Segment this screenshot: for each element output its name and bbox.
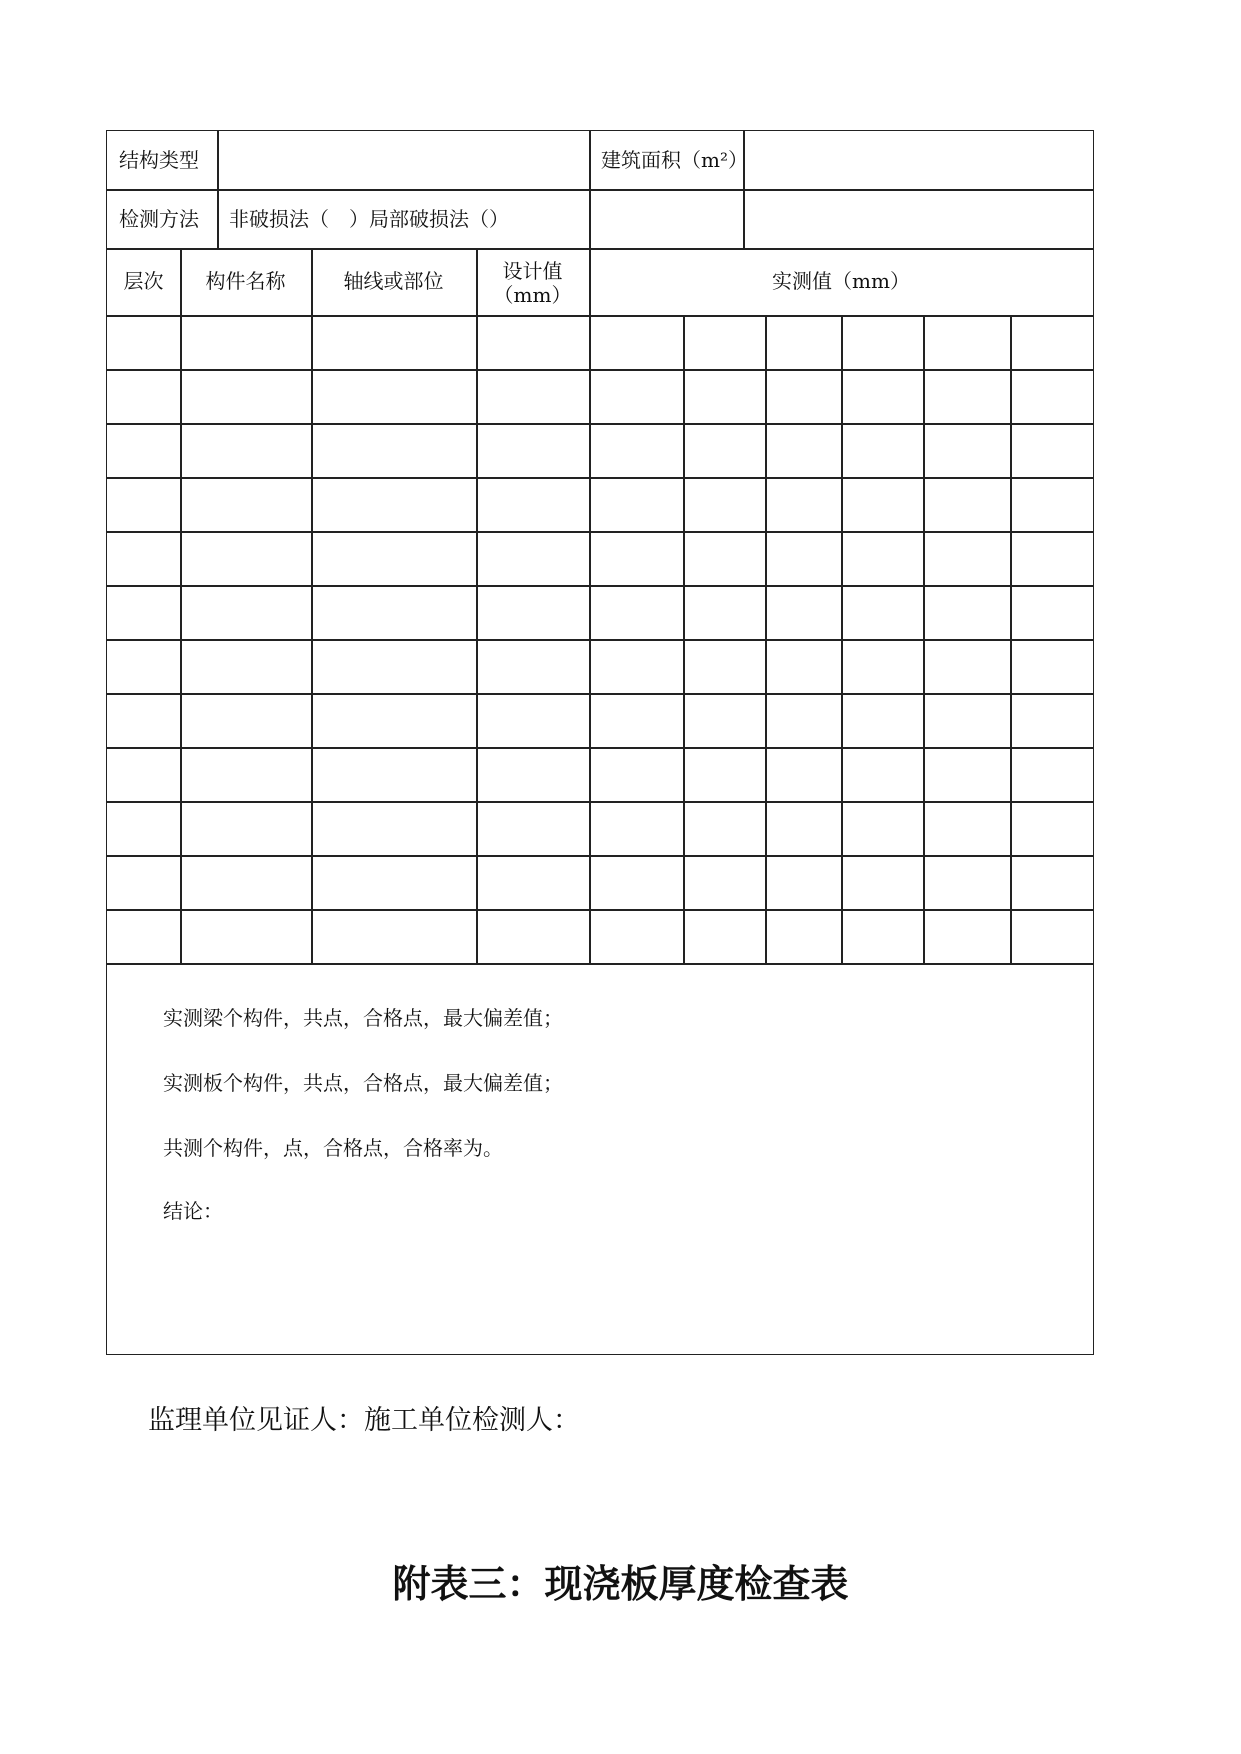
conclusion-label: 结论： (163, 1199, 223, 1223)
column-header-design-value (476, 251, 589, 315)
row-divider (107, 585, 1093, 587)
col-divider (311, 248, 313, 963)
col-divider (841, 315, 843, 963)
summary-total: 共测个构件，点，合格点，合格率为。 (163, 1136, 503, 1160)
row-divider (107, 315, 1093, 317)
col-divider (180, 248, 182, 963)
row-divider (107, 477, 1093, 479)
summary-slabs: 实测板个构件，共点，合格点，最大偏差值； (163, 1071, 563, 1095)
col-divider (589, 131, 591, 248)
building-area-label: 建筑面积（m²） (601, 148, 748, 172)
row-divider (107, 693, 1093, 695)
row-divider (107, 369, 1093, 371)
design-value-label: 设计值 (502, 259, 563, 283)
col-divider (476, 248, 478, 963)
col-divider (1010, 315, 1012, 963)
col-divider (923, 315, 925, 963)
col-divider (683, 315, 685, 963)
row-divider (107, 747, 1093, 749)
structure-type-label: 结构类型 (119, 148, 199, 172)
col-divider (589, 248, 591, 963)
column-header-floor: 层次 (123, 269, 164, 293)
row-divider (107, 639, 1093, 641)
signature-line: 监理单位见证人：施工单位检测人： (148, 1405, 580, 1436)
column-header-axis-location: 轴线或部位 (343, 269, 444, 293)
row-divider (107, 248, 1093, 250)
detection-method-label: 检测方法 (119, 207, 199, 231)
row-divider (107, 909, 1093, 911)
col-divider (765, 315, 767, 963)
detection-method-value: 非破损法（ ）局部破损法（） (229, 207, 509, 231)
inspection-form-table (106, 130, 1094, 1355)
column-header-measured-value: 实测值（mm） (772, 269, 910, 293)
column-header-component-name: 构件名称 (205, 269, 286, 293)
row-divider (107, 189, 1093, 191)
row-divider (107, 855, 1093, 857)
col-divider (217, 131, 219, 248)
row-divider (107, 801, 1093, 803)
row-divider (107, 531, 1093, 533)
row-divider (107, 963, 1093, 965)
row-divider (107, 423, 1093, 425)
next-table-title: 附表三：现浇板厚度检查表 (392, 1561, 849, 1606)
design-value-unit: （mm） (493, 283, 572, 307)
summary-beams: 实测梁个构件，共点，合格点，最大偏差值； (163, 1006, 563, 1030)
